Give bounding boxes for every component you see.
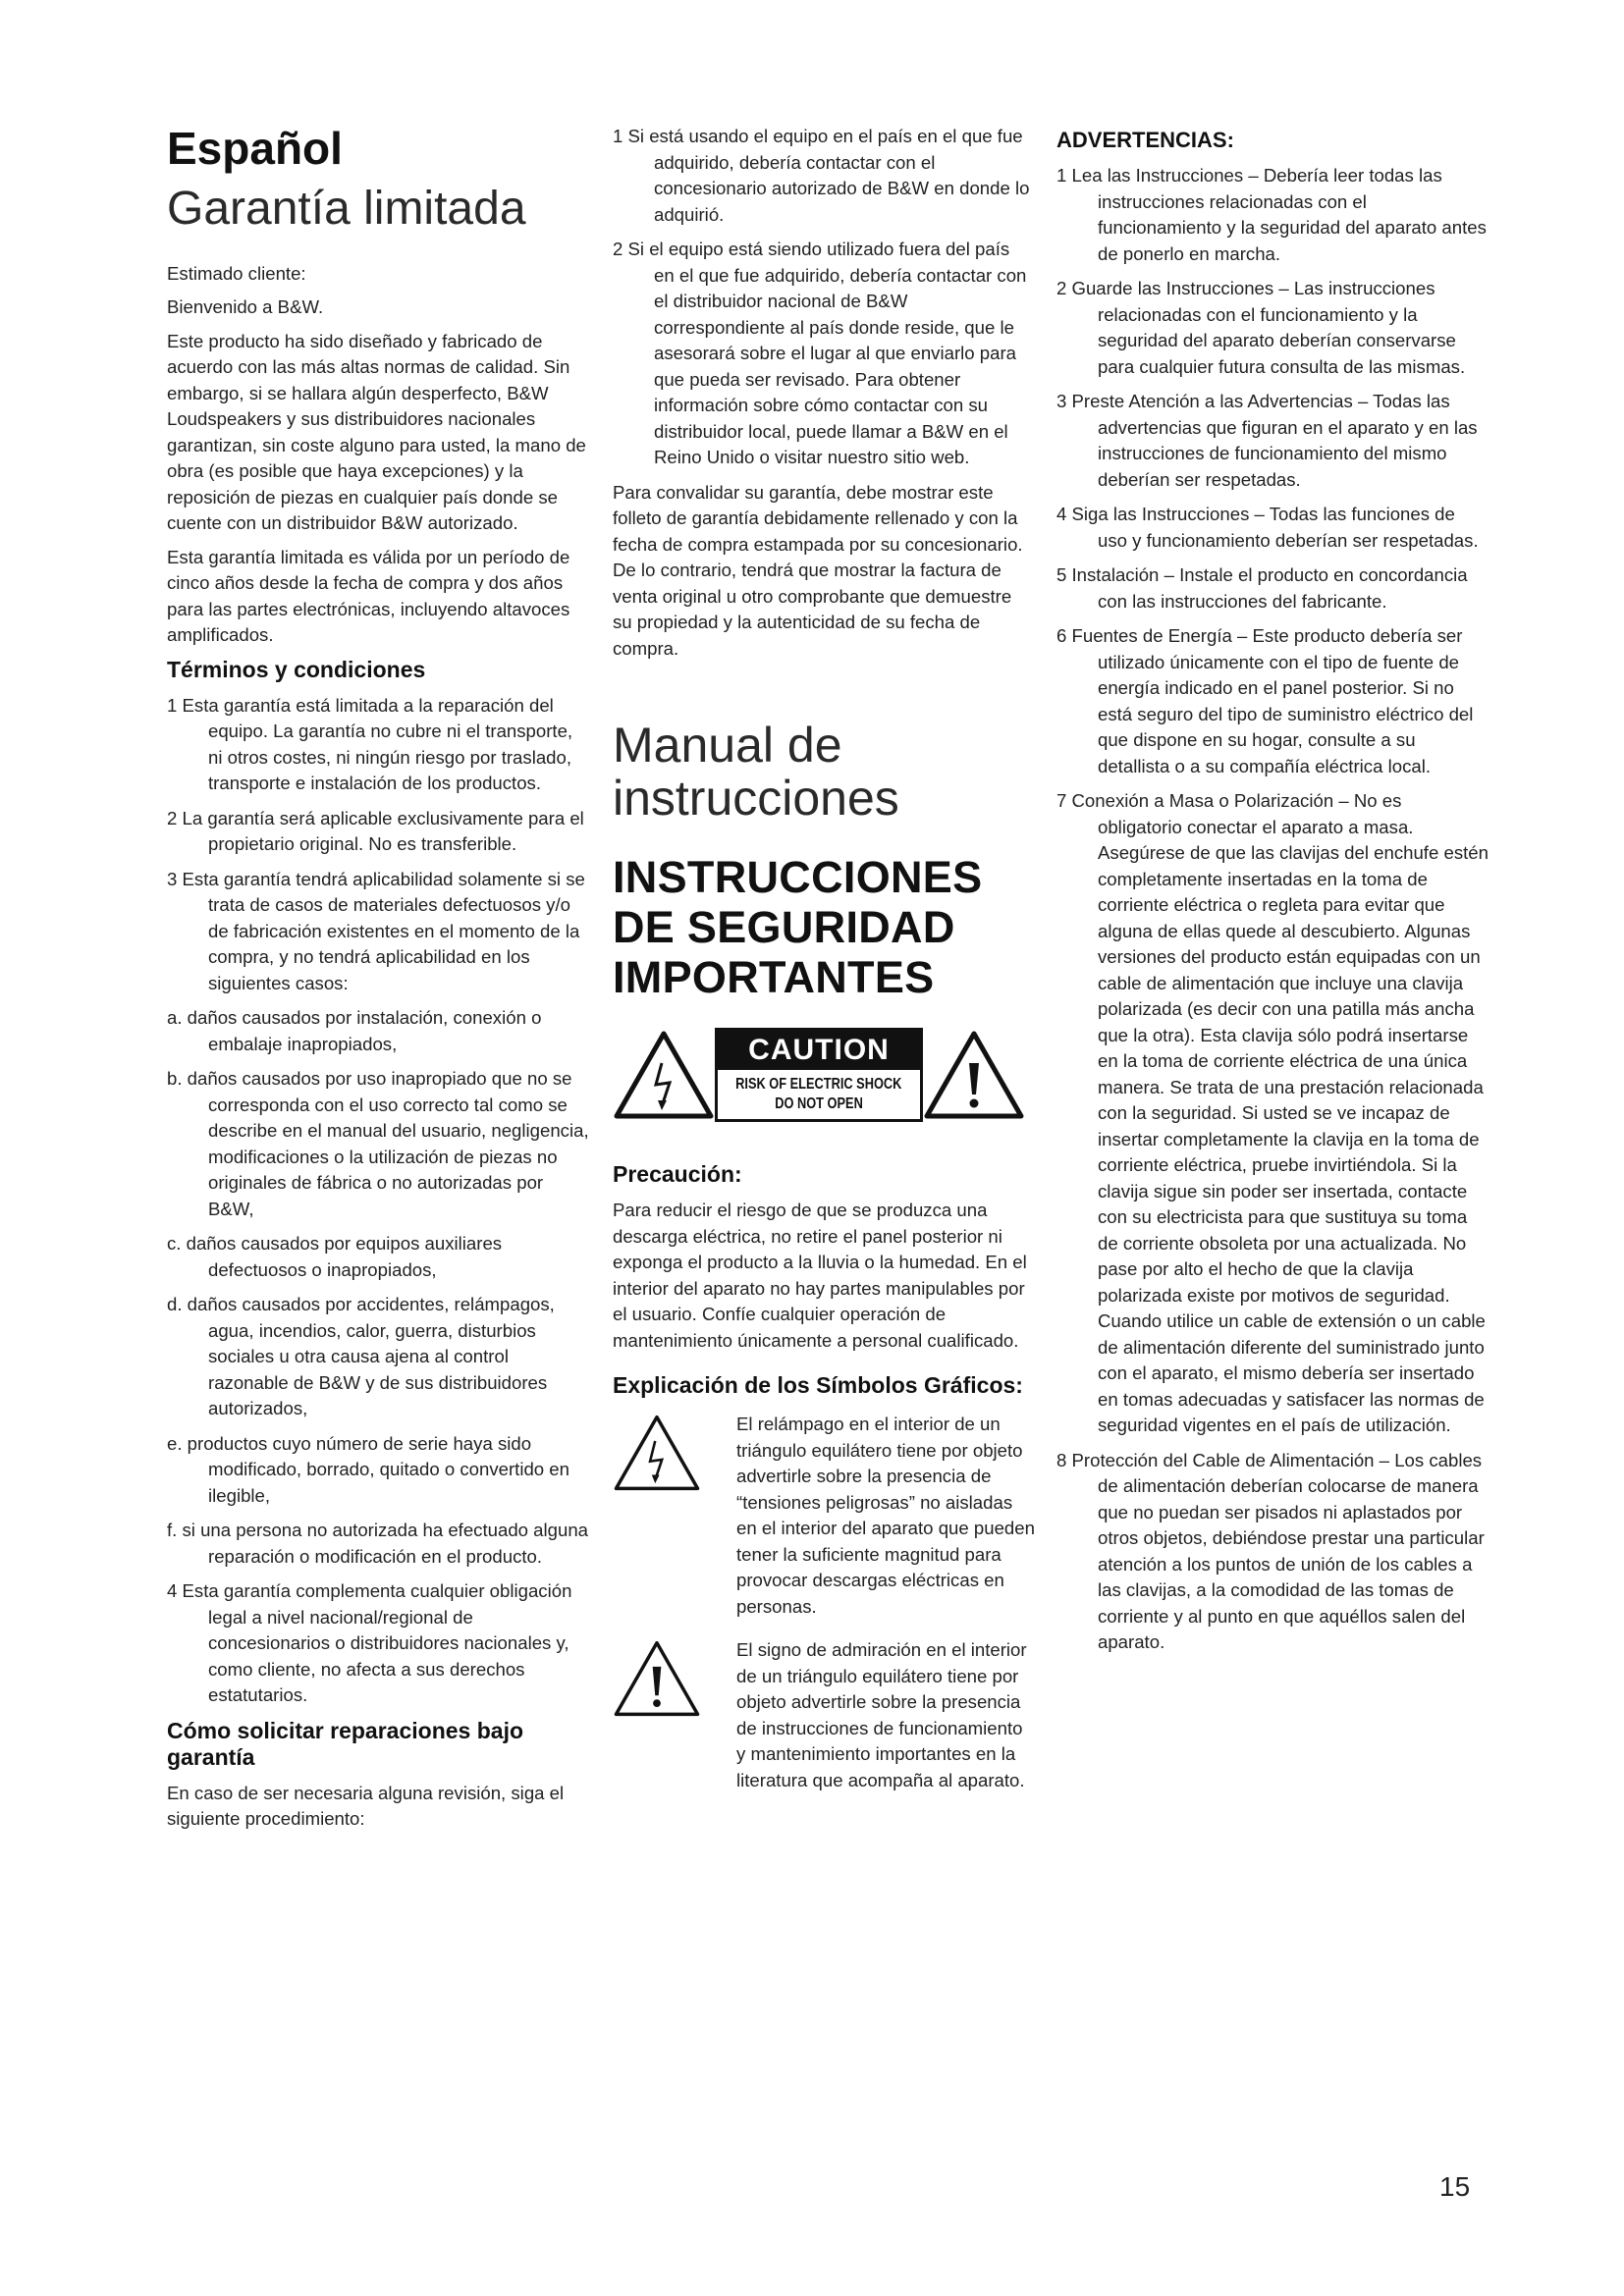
lightning-triangle-icon (613, 1412, 701, 1494)
column-left (167, 124, 589, 1841)
terms-list (167, 693, 589, 1709)
warning-item: 7 Conexión a Masa o Polarización – No es obligatorio conectar el aparato a masa. Asegúrese de que las clavijas del enchufe estén completamente insertadas en la toma de corriente eléctrica o regleta para evitar que alguna de ellas quede al descubierto. Algunas versiones del producto están equipadas con un cable de alimentación que incluye una clavija polarizada (es decir con una patilla más ancha que la otra). Esta clavija sólo podrá insertarse en la toma de corriente eléctrica de una única manera. Se trata de una prestación relacionada con la seguridad. Si usted se ve incapaz de insertar completamente la clavija en la toma de corriente eléctrica, pruebe invirtiéndola. Si la clavija sigue sin poder ser insertada, contacte con su electricista para que sustituya su toma de corriente obsoleta por una actualizada. No pase por alto el hecho de que la clavija polarizada existe por motivos de seguridad. Cuando utilice un cable de extensión o un cable de alimentación diferente del suministrado junto con el aparato, el mismo debería ser insertado en tomas adecuadas y satisfacer las normas de seguridad vigentes en el país de utilización. (1056, 790, 1489, 1435)
column-right (1056, 124, 1489, 1665)
warning-item: 4 Siga las Instrucciones – Todas las funciones de uso y funcionamiento deberían ser respetadas. (1056, 504, 1479, 551)
terms-item: 1 Esta garantía está limitada a la reparación del equipo. La garantía no cubre ni el transporte, ni otros costes, ni ningún riesgo por traslado, transporte e instalación de los productos. (167, 694, 573, 794)
terms-item: d. daños causados por accidentes, relámpagos, agua, incendios, calor, guerra, disturbios sociales u otra causa ajena al control razonable de B&W y de sus distribuidores autorizados, (167, 1294, 555, 1419)
welcome-line: Bienvenido a B&W. (167, 296, 324, 318)
repair-paragraph: En caso de ser necesaria alguna revisión, siga el siguiente procedimiento: (167, 1782, 565, 1830)
terms-item: e. productos cuyo número de serie haya sido modificado, borrado, quitado o convertido en ilegible, (167, 1432, 569, 1506)
terms-item: 3 Esta garantía tendrá aplicabilidad solamente si se trata de casos de materiales defectuosos y/o de fabricación existentes en el momento de la compra, y no tendrá aplicabilidad en los siguientes casos: (167, 868, 585, 993)
lightning-warning-icon (613, 1028, 715, 1122)
caution-subtext (718, 1070, 920, 1119)
column-middle (613, 124, 1035, 1811)
page-number: 15 (1439, 2171, 1471, 2202)
warning-item: 8 Protección del Cable de Alimentación – Los cables de alimentación deberían colocarse de manera que no puedan ser pisados ni aplastados por otros objetos, debiéndose prestar una particular atención a los puntos de unión de los cables a las clavijas, a la comodidad de las tomas de corriente y al punto en que aquéllos salen del aparato. (1056, 1449, 1485, 1652)
warranty-period: Esta garantía limitada es válida por un período de cinco años desde la fecha de compra y dos años para las partes electrónicas, incluyendo altavoces amplificados. (167, 546, 570, 646)
warnings-list (1056, 163, 1489, 1656)
terms-heading: Términos y condiciones (167, 656, 426, 682)
terms-item: b. daños causados por uso inapropiado que no se corresponda con el uso correcto tal como se describe en el manual del usuario, negligencia, modificaciones o la utilización de piezas no originales de fábrica o no autorizadas por B&W, (167, 1068, 589, 1219)
repair-heading: Cómo solicitar reparaciones bajo garantía (167, 1717, 524, 1770)
symbol-exclamation-row (613, 1637, 1035, 1793)
caution-label (613, 1024, 1025, 1126)
terms-item: 4 Esta garantía complementa cualquier obligación legal a nivel nacional/regional de concesionarios o distribuidores nacionales y, como cliente, no afecta a sus derechos estatutarios. (167, 1580, 572, 1706)
manual-title: Manual de instrucciones (613, 718, 899, 826)
symbol-exclamation (613, 1637, 707, 1793)
symbols-heading: Explicación de los Símbolos Gráficos: (613, 1372, 1023, 1398)
repair-item: 2 Si el equipo está siendo utilizado fuera del país en el que fue adquirido, debería contactar con el distribuidor nacional de B&W correspondiente al país donde reside, que le asesorará sobre el lugar al que enviarlo para que pueda ser revisado. Para obtener información sobre cómo contactar con su distribuidor local, puede llamar a B&W en el Reino Unido o visitar nuestro sitio web. (613, 239, 1027, 467)
terms-item: 2 La garantía será aplicable exclusivamente para el propietario original. No es transferible. (167, 807, 584, 855)
warning-item: 2 Guarde las Instrucciones – Las instrucciones relacionadas con el funcionamiento y la seguridad del aparato deberían conservarse para cualquier futura consulta de las mismas. (1056, 278, 1466, 377)
symbol-lightning-row (613, 1412, 1035, 1620)
warning-item: 1 Lea las Instrucciones – Debería leer todas las instrucciones relacionadas con el funcionamiento y la seguridad del aparato antes de ponerlo en marcha. (1056, 165, 1487, 264)
precaution-heading: Precaución: (613, 1161, 742, 1187)
warnings-heading: ADVERTENCIAS: (1056, 128, 1234, 152)
symbol-exclamation-text: El signo de admiración en el interior de un triángulo equilátero tiene por objeto advertirle sobre la presencia de instrucciones de funcionamiento y mantenimiento importantes en la literatura que acompaña al aparato. (736, 1639, 1027, 1790)
exclamation-triangle-icon (613, 1637, 701, 1720)
warranty-title: Garantía limitada (167, 182, 526, 235)
terms-item: f. si una persona no autorizada ha efectuado alguna reparación o modificación en el producto. (167, 1520, 589, 1567)
exclamation-warning-icon (923, 1028, 1025, 1122)
safety-title: INSTRUCCIONES DE SEGURIDAD IMPORTANTES (613, 852, 983, 1002)
terms-item: c. daños causados por equipos auxiliares defectuosos o inapropiados, (167, 1233, 503, 1280)
repair-item: 1 Si está usando el equipo en el país en el que fue adquirido, debería contactar con el concesionario autorizado de B&W en donde lo adquirió. (613, 126, 1030, 225)
caution-title: CAUTION (718, 1031, 920, 1070)
symbol-lightning-text: El relámpago en el interior de un triángulo equilátero tiene por objeto advertirle sobre la presencia de “tensiones peligrosas” no aisladas en el interior del aparato que pueden tener la suficiente magnitud para provocar descargas eléctricas en personas. (736, 1414, 1035, 1617)
validation-paragraph: Para convalidar su garantía, debe mostrar este folleto de garantía debidamente rellenado y con la fecha de compra estampada por su concesionario. De lo contrario, tendrá que mostrar la factura de venta original u otro comprobante que demuestre su propiedad y la autenticidad de su fecha de compra. (613, 481, 1023, 659)
warning-item: 6 Fuentes de Energía – Este producto debería ser utilizado únicamente con el tipo de fuente de energía indicado en el panel posterior. Si no está seguro del tipo de suministro eléctrico del que dispone en su hogar, consulte a su detallista o a su compañía eléctrica local. (1056, 625, 1474, 776)
warranty-intro: Este producto ha sido diseñado y fabricado de acuerdo con las más altas normas de calidad. Sin embargo, si se hallara algún desperfecto, B&W Loudspeakers y sus distribuidores nacionales garantizan, sin coste alguno para usted, la mano de obra (es posible que haya excepciones) y la reposición de piezas en cualquier país donde se cuente con un distribuidor B&W autorizado. (167, 330, 586, 534)
precaution-text: Para reducir el riesgo de que se produzca una descarga eléctrica, no retire el panel posterior ni exponga el producto a la lluvia o la humedad. En el interior del aparato no hay partes manipulables por el usuario. Confíe cualquier operación de mantenimiento únicamente a personal cualificado. (613, 1200, 1027, 1351)
symbol-lightning (613, 1412, 707, 1620)
caution-box (715, 1028, 923, 1122)
warning-item: 3 Preste Atención a las Advertencias – Todas las advertencias que figuran en el aparato y en las instrucciones de funcionamiento del mismo deberían ser respetadas. (1056, 391, 1478, 490)
caution-line-1: RISK OF ELECTRIC SHOCK (735, 1076, 902, 1093)
greeting: Estimado cliente: (167, 262, 306, 284)
repair-list (613, 124, 1035, 471)
terms-item: a. daños causados por instalación, conexión o embalaje inapropiados, (167, 1007, 542, 1054)
caution-line-2: DO NOT OPEN (775, 1095, 863, 1112)
warning-item: 5 Instalación – Instale el producto en concordancia con las instrucciones del fabricante. (1056, 564, 1468, 612)
language-title: Español (167, 123, 343, 174)
